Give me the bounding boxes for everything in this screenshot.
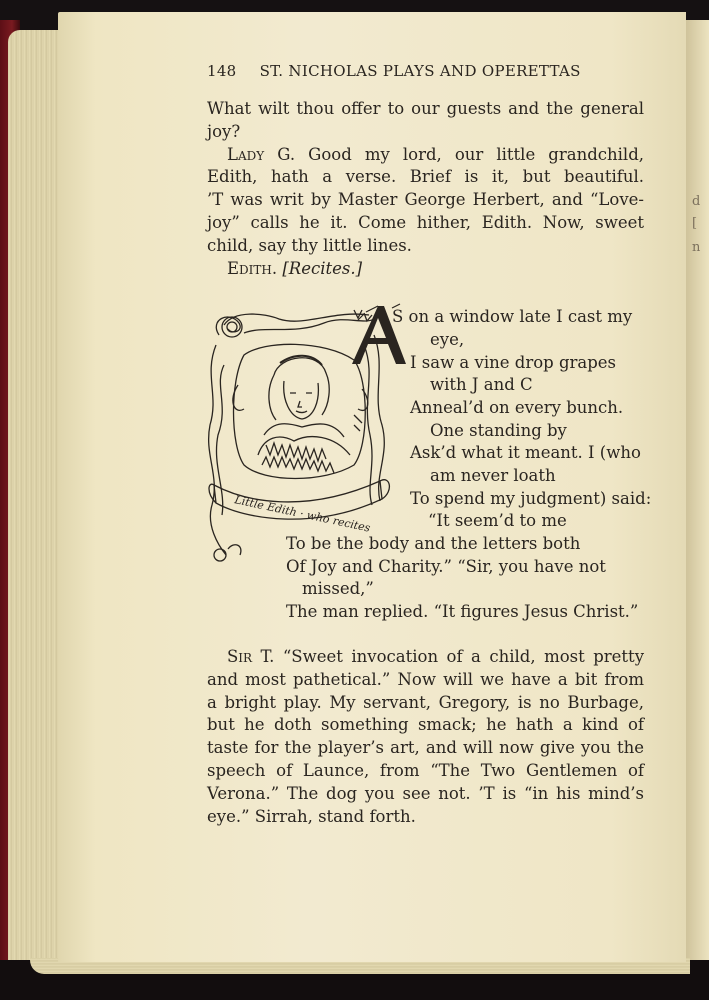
prose-line: “Sweet invocation of a child, most pretty	[282, 647, 645, 666]
adjacent-page-fragment: n	[692, 240, 701, 255]
poem-line: Anneal’d on every bunch.	[410, 398, 624, 417]
poem-line: missed,”	[302, 579, 374, 598]
prose-line: and most pathetical.” Now will we have a bit from	[207, 669, 644, 689]
poem-line: with J and C	[430, 375, 533, 394]
prose-line: ’T was writ by Master George Herbert, and “Love-	[207, 190, 644, 210]
speech-sir-t	[207, 646, 644, 669]
running-header	[207, 62, 647, 80]
poem-line: am never loath	[430, 466, 556, 485]
poem-line: Of Joy and Charity.” “Sir, you have not	[286, 557, 606, 576]
poem-line: The man replied. “It figures Jesus Christ.”	[286, 602, 639, 621]
poem-line: I saw a vine drop grapes	[410, 353, 617, 372]
poem-line: To be the body and the letters both	[286, 534, 581, 553]
prose-line: Verona.” The dog you see not. ’T is “in his mind’s	[207, 783, 644, 803]
prose-bottom	[207, 646, 644, 828]
poem-line: eye,	[430, 330, 465, 349]
prose-line: Good my lord, our little grandchild,	[308, 144, 645, 164]
prose-line: Edith, hath a verse. Brief is it, but beautiful.	[207, 167, 644, 187]
page-number: 148	[207, 62, 237, 80]
poem-line: To spend my judgment) said:	[410, 489, 652, 508]
prose-line: What wilt thou offer to our guests and the general	[207, 99, 644, 118]
speech-edith	[207, 258, 644, 281]
prose-line: a bright play. My servant, Gregory, is no Burbage,	[207, 692, 644, 712]
adjacent-page-edge	[686, 20, 709, 960]
stage-direction: [Recites.]	[282, 258, 363, 278]
prose-line: child, say thy little lines.	[207, 235, 412, 255]
speaker-name: Sir T.	[227, 647, 275, 666]
poem-line: Ask’d what it meant. I (who	[410, 443, 641, 462]
speech-lady-g	[207, 144, 644, 167]
adjacent-page-fragment: d	[692, 194, 701, 209]
poem-line: One standing by	[430, 421, 567, 440]
prose-line: joy?	[207, 121, 241, 141]
prose-line: joy” calls he it. Come hither, Edith. Now, sweet	[207, 212, 644, 232]
speaker-name: Edith.	[227, 258, 278, 278]
prose-line: taste for the player’s art, and will now give you the	[207, 738, 644, 758]
illustration-caption: Little Edith · who recites	[233, 493, 372, 535]
running-head-title: ST. NICHOLAS PLAYS AND OPERETTAS	[259, 62, 581, 80]
prose-top	[207, 98, 644, 280]
speaker-name: Lady G.	[227, 144, 296, 164]
adjacent-page-fragment: [	[692, 216, 698, 231]
prose-line: eye.” Sirrah, stand forth.	[207, 806, 416, 826]
poem-line: S on a window late I cast my	[392, 307, 633, 326]
prose-line: speech of Launce, from “The Two Gentlemen of	[207, 760, 644, 780]
prose-line: but he doth something smack; he hath a kind of	[207, 715, 644, 735]
poem-line: “It seem’d to me	[428, 511, 567, 530]
